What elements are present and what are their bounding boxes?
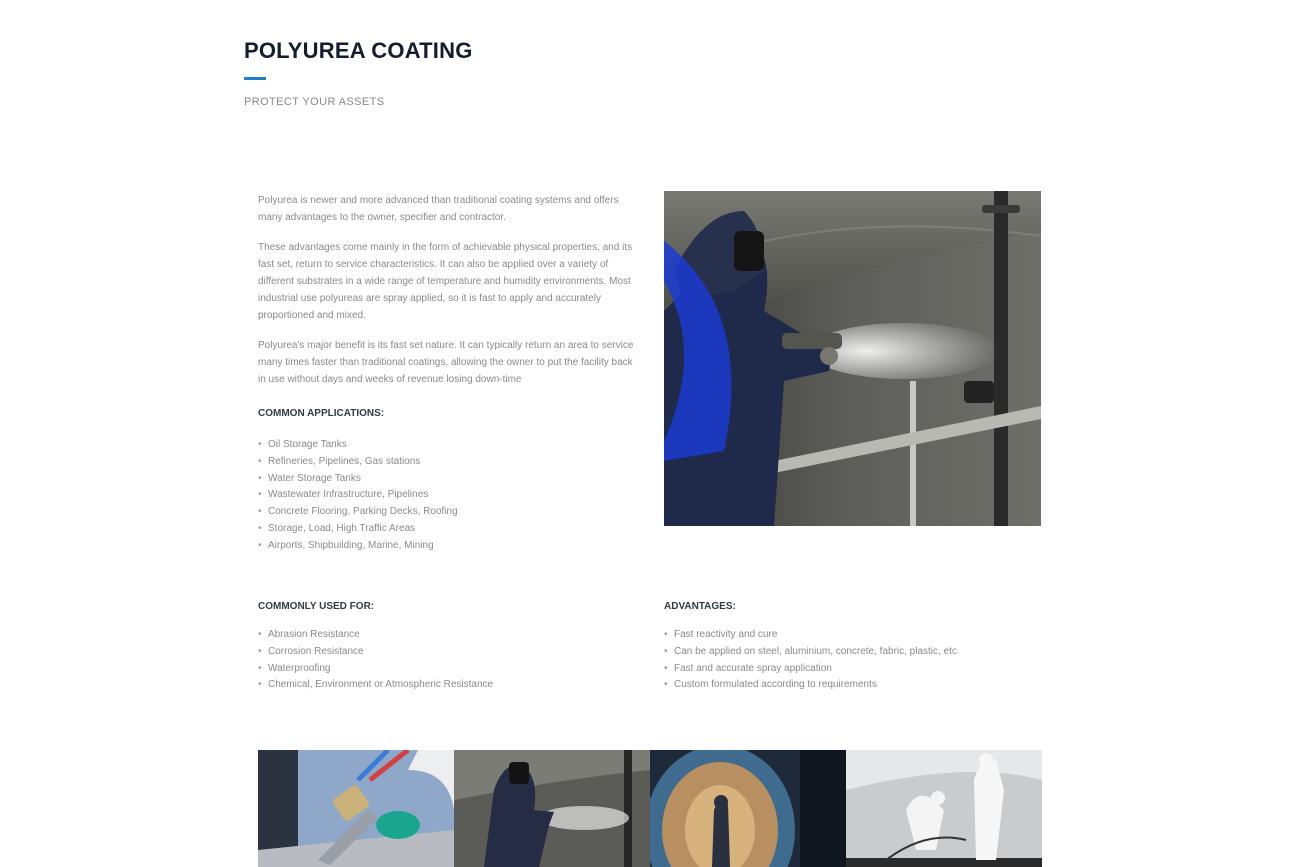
list-item: • Wastewater Infrastructure, Pipelines	[258, 487, 643, 504]
uses-heading: COMMONLY USED FOR:	[258, 601, 375, 612]
intro-paragraph-3: Polyurea's major benefit is its fast set nature. It can typically return an area to service many times faster than traditional coatings, allowing the owner to put the facility back in use without days and weeks of revenue losing down-time	[258, 340, 634, 385]
list-item: • Airports, Shipbuilding, Marine, Mining	[258, 538, 643, 555]
title-accent-bar	[244, 77, 266, 80]
uses-list	[258, 627, 638, 694]
list-item: • Refineries, Pipelines, Gas stations	[258, 454, 643, 471]
spray-worker-illustration	[664, 191, 1041, 526]
advantages-list	[664, 627, 1044, 694]
list-item: • Chemical, Environment or Atmospheric Resistance	[258, 677, 638, 694]
list-item: • Water Storage Tanks	[258, 471, 643, 488]
list-item: • Abrasion Resistance	[258, 627, 638, 644]
list-item: • Storage, Load, High Traffic Areas	[258, 521, 643, 538]
intro-paragraph-2: These advantages come mainly in the form of achievable physical properties, and its fast set, return to service characteristics. It can also be applied over a variety of different substrates in a wide range of temperature and humidity environments. Most industrial use polyureas are spray applied, so it is fast to apply and accurately proportioned and mixed.	[258, 242, 633, 321]
list-item: • Can be applied on steel, aluminium, concrete, fabric, plastic, etc	[664, 644, 1044, 661]
photo-gallery	[258, 750, 1042, 867]
page-header	[244, 38, 473, 108]
applications-list	[258, 437, 643, 555]
page-subtitle: PROTECT YOUR ASSETS	[244, 96, 385, 108]
list-item: • Fast and accurate spray application	[664, 661, 1044, 678]
page-title: POLYUREA COATING	[244, 38, 473, 63]
advantages-heading: ADVANTAGES:	[664, 601, 736, 612]
hero-photo-spray-worker	[664, 191, 1041, 526]
applications-heading: COMMON APPLICATIONS:	[258, 408, 385, 419]
list-item: • Fast reactivity and cure	[664, 627, 1044, 644]
gallery-photo-wall-coating[interactable]	[846, 750, 1042, 867]
gallery-photo-spray-gun[interactable]	[258, 750, 454, 867]
list-item: • Oil Storage Tanks	[258, 437, 643, 454]
list-item: • Concrete Flooring, Parking Decks, Roofing	[258, 504, 643, 521]
list-item: • Waterproofing	[258, 661, 638, 678]
list-item: • Custom formulated according to requirements	[664, 677, 1044, 694]
gallery-photo-pipe-interior[interactable]	[650, 750, 846, 867]
gallery-photo-tank-spraying[interactable]	[454, 750, 650, 867]
advantages-section	[664, 601, 1044, 694]
list-item: • Corrosion Resistance	[258, 644, 638, 661]
intro-paragraph-1: Polyurea is newer and more advanced than traditional coating systems and offers many advantages to the owner, specifier and contractor.	[258, 195, 619, 223]
intro-section	[258, 192, 643, 555]
uses-section	[258, 601, 638, 694]
